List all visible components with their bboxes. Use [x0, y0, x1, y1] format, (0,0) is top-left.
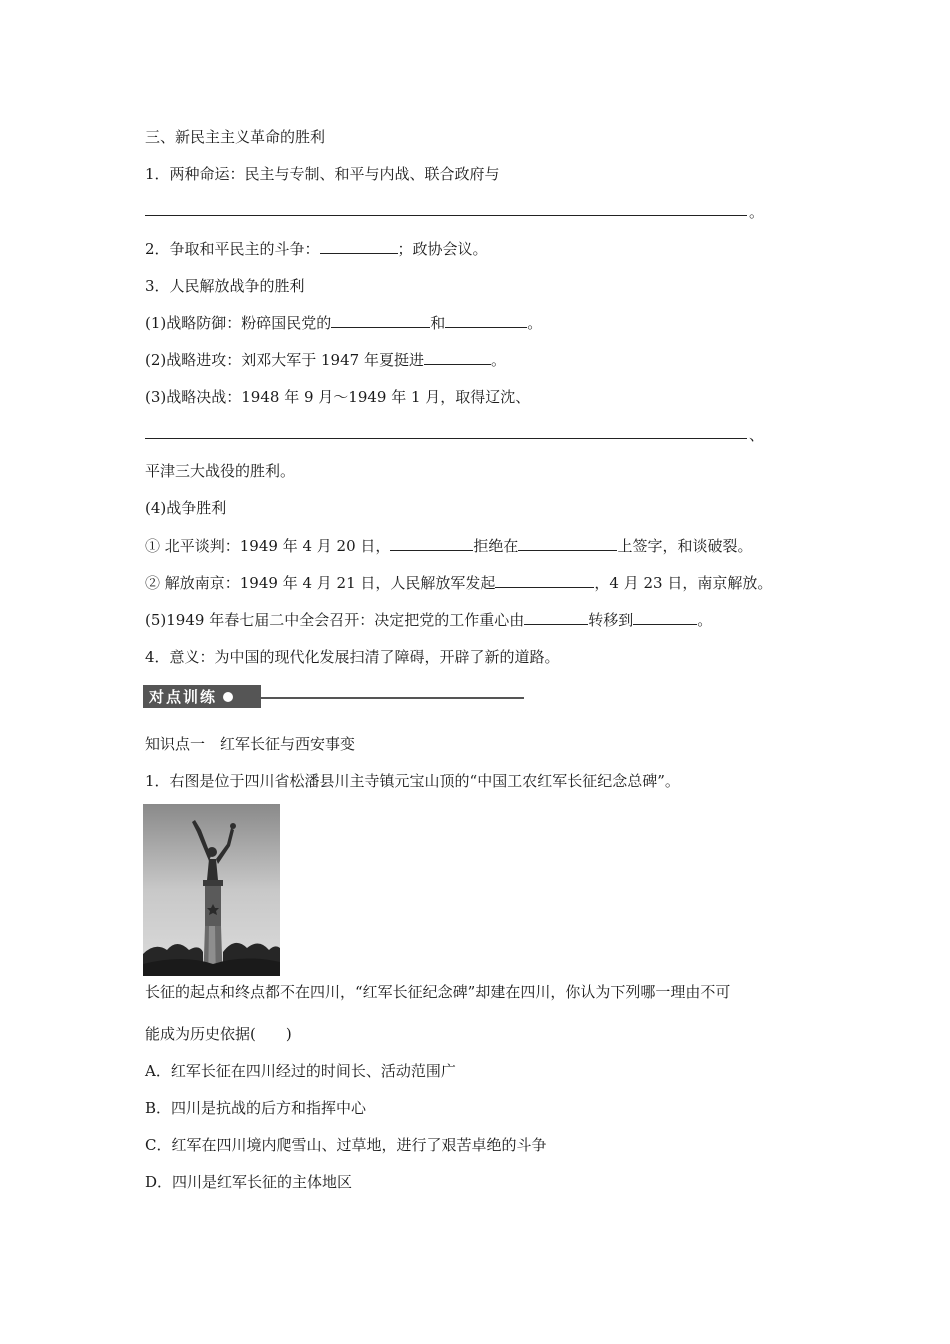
question-1-intro: 1．右图是位于四川省松潘县川主寺镇元宝山顶的“中国工农红军长征纪念总碑”。: [145, 772, 680, 790]
banner-rule: [261, 697, 524, 699]
question-1-stem-cont: 能成为历史依据( ): [145, 1025, 292, 1043]
blank: [320, 239, 398, 254]
blank: [445, 313, 527, 328]
blank: [424, 350, 491, 365]
blank: [390, 536, 473, 551]
item-1: 1．两种命运：民主与专制、和平与内战、联合政府与: [145, 165, 500, 183]
section-heading: 三、新民主主义革命的胜利: [145, 128, 326, 146]
item-2: 2．争取和平民主的斗争： ；政协会议。: [145, 240, 488, 258]
blank: [524, 610, 588, 625]
item-3-sub-1: (1)战略防御：粉碎国民党的 和 。: [145, 314, 543, 332]
item-3-sub-4-circle-1: ① 北平谈判：1949 年 4 月 20 日， 拒绝在 上签字，和谈破裂。: [145, 537, 753, 555]
item-4: 4．意义：为中国的现代化发展扫清了障碍，开辟了新的道路。: [145, 648, 560, 666]
item-1-blank: [145, 215, 747, 216]
knowledge-point: 知识点一 红军长征与西安事变: [145, 735, 356, 753]
blank: [518, 536, 617, 551]
option-a: A．红军长征在四川经过的时间长、活动范围广: [145, 1062, 456, 1080]
item-1-end: 。: [749, 203, 765, 221]
item-3-sub-5: (5)1949 年春七届二中全会召开：决定把党的工作重心由 转移到 。: [145, 611, 713, 629]
option-b: B．四川是抗战的后方和指挥中心: [145, 1099, 367, 1117]
item-3-sub-4-title: (4)战争胜利: [145, 499, 227, 517]
monument-photo: [143, 804, 280, 976]
blank: [331, 313, 430, 328]
option-c: C．红军在四川境内爬雪山、过草地，进行了艰苦卓绝的斗争: [145, 1136, 547, 1154]
item-3-sub-4-circle-2: ② 解放南京：1949 年 4 月 21 日，人民解放军发起 ，4 月 23 日，南京解放。: [145, 574, 773, 592]
training-banner: 对点训练: [143, 685, 261, 708]
item-3-sub-3: (3)战略决战：1948 年 9 月～1949 年 1 月，取得辽沈、: [145, 388, 531, 406]
item-3-sub-2: (2)战略进攻：刘邓大军于 1947 年夏挺进 。: [145, 351, 506, 369]
item-3-title: 3．人民解放战争的胜利: [145, 277, 305, 295]
item-3-sub-3-cont: 平津三大战役的胜利。: [145, 462, 296, 480]
blank: [633, 610, 697, 625]
bullet-icon: [223, 692, 233, 702]
item-3-sub-3-blank: [145, 438, 747, 439]
blank: [495, 573, 594, 588]
item-3-sub-3-end: 、: [749, 426, 765, 444]
option-d: D．四川是红军长征的主体地区: [145, 1173, 353, 1191]
question-1-stem: 长征的起点和终点都不在四川，“红军长征纪念碑”却建在四川，你认为下列哪一理由不可: [145, 983, 731, 1001]
